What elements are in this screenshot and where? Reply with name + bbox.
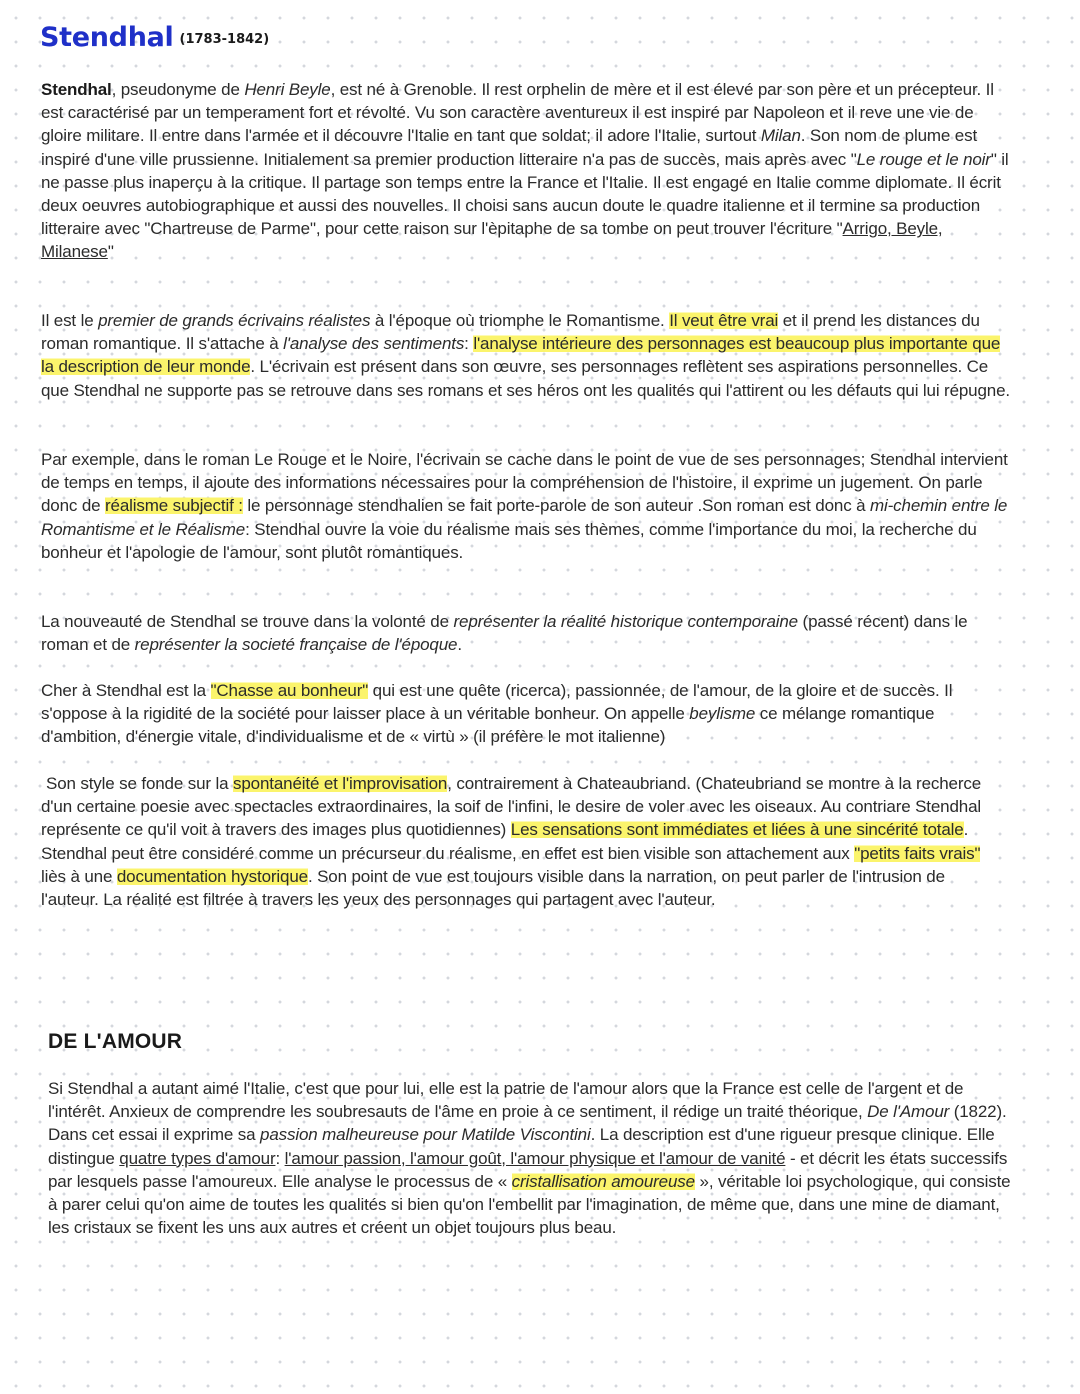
italic-text: l'analyse des sentiments	[283, 334, 465, 354]
text-run: Il est le	[41, 311, 99, 330]
title-dates: (1783-1842)	[179, 32, 270, 47]
italic-text: mi-chemin entre le Romantisme et le Réalisme	[41, 496, 1008, 539]
text-run: " il ne passe plus inaperçu à la critique. Il partage son temps entre la France et l'Italie. Il est engagé en Italie comme diplomate. Il écrit deux oeuvres autobiographique et aussi des nouvelles. Il choisi sans aucun doute le quadre italienne et il termine sa production litteraire avec "Chartreuse de Parme", pour cette raison sur l'èpitaphe de sa tombe on peut trouver l'écriture "	[41, 149, 1009, 239]
page-title: Stendhal	[40, 22, 174, 53]
highlighted-text: "Chasse au bonheur"	[210, 681, 369, 700]
text-run: (1822). Dans cet essai il exprime sa	[48, 1102, 1007, 1145]
text-run: le personnage stendhalien se fait porte-parole de son auteur .Son roman est donc à	[242, 496, 871, 516]
text-run: :	[464, 334, 474, 354]
paragraph-subjective-realism	[41, 448, 1017, 564]
text-run: , contrairement à Chateaubriand. (Chateubriand se montre à la recherce d'un certaine poesie avec spectacles extraordinaires, la soif de l'infini, le desire de voler avec les oiseaux. Au contriare Stendhal représente ce qu'il voit à travers des images plus quotidiennes)	[41, 774, 982, 840]
highlighted-text: spontanéité et l'improvisation	[233, 774, 448, 793]
text-run: liès à une	[41, 866, 117, 886]
text-run: , pseudonyme de	[111, 80, 245, 99]
text-run: . Stendhal peut être considéré comme un précurseur du réalisme, en effet est bien visible son attachement aux	[41, 820, 969, 863]
italic-text: Le rouge et le noir	[856, 149, 991, 169]
italic-text: passion malheureuse pour Matilde Viscontini	[260, 1125, 591, 1145]
text-run: Cher à Stendhal est la	[41, 681, 211, 700]
highlighted-text: réalisme subjectif :	[105, 496, 243, 516]
text-run: , est né à Grenoble. Il rest orphelin de mère et il est élevé par son père et un précepteur. Il est caractérisé par un temperament fort et révolté. Vu son caractère aventureux il est inspiré par Napoleon et il reve une vie de gloire militare. Il entre dans l'armée et il découvre l'Italie en tant que soldat; il adore l'Italie, surtout	[41, 80, 994, 146]
highlighted-text: Il veut être vrai	[669, 311, 779, 330]
text-run: Par exemple, dans le roman Le Rouge et le Noire, l'écrivain se cache dans le point de vue de ses personnages; Stendhal intervient de temps en temps, il ajoute des informations nécessaires pour la compréhension de l'histoire, il exprime un jugement. On parle donc de	[41, 450, 1008, 516]
text-run: ce mélange romantique d'ambition, d'énergie vitale, d'individualisme et de « virtù » (il préfère le mot italienne)	[41, 704, 935, 747]
highlighted-text: documentation hystorique	[116, 866, 308, 886]
text-run: et il prend les distances du roman romantique. Il s'attache à	[41, 311, 980, 354]
text-run: :	[275, 1148, 285, 1168]
text-run: . La description est d'une rigueur presque clinique. Elle distingue	[48, 1125, 995, 1168]
bold-text: Stendhal	[41, 80, 112, 99]
text-run: qui est une quête (ricerca), passionnée, de l'amour, de la gloire et de succès. Il s'oppose à la rigidité de la société pour laisser place à un véritable bonheur. On appelle	[41, 681, 953, 724]
paragraph-realism	[41, 309, 1016, 402]
highlighted-text: "petits faits vrais"	[854, 843, 981, 863]
text-run: La nouveauté de Stendhal se trouve dans la volonté de	[41, 612, 454, 631]
paragraph-de-lamour	[48, 1077, 1014, 1239]
text-run: à l'époque où triomphe le Romantisme.	[370, 311, 670, 330]
text-run: . Son nom de plume est inspiré d'une ville prussienne. Initialement sa premier production litteraire n'a pas de succès, mais après avec "	[41, 126, 978, 169]
italic-text: représenter la réalité historique contemporaine	[453, 612, 798, 631]
italic-text: De l'Amour	[867, 1102, 950, 1122]
underlined-text: l'amour passion, l'amour goût, l'amour physique et l'amour de vanité	[284, 1148, 786, 1168]
text-run: . Son point de vue est toujours visible dans la narration, on peut parler de l'intrusion de l'auteur. La réalité est filtrée à travers les yeux des personnages qui partagent avec l'auteur.	[41, 866, 945, 910]
text-run: Si Stendhal a autant aimé l'Italie, c'est que pour lui, elle est la patrie de l'amour alors que la France est celle de l'argent et de l'intérêt. Anxieux de comprendre les soubresauts de l'âme en proie à ce sentiment, il rédige un traité théorique,	[48, 1079, 964, 1122]
italic-text: beylisme	[689, 704, 756, 724]
paragraph-style	[41, 772, 1001, 911]
highlighted-text: cristallisation amoureuse	[511, 1171, 695, 1191]
text-run: Son style se fonde sur la	[46, 774, 233, 793]
italic-text: premier de grands écrivains réalistes	[98, 311, 371, 330]
highlighted-text: l'analyse intérieure des personnages est beaucoup plus importante que la description de leur monde	[41, 334, 1001, 377]
text-run: "	[107, 242, 114, 262]
underlined-text: quatre types d'amour	[119, 1148, 276, 1168]
italic-text: Henri Beyle	[244, 80, 331, 99]
text-run: : Stendhal ouvre la voie du réalisme mais ses thèmes, comme l'importance du moi, la recherche du bonheur et l'apologie de l'amour, sont plutôt romantiques.	[41, 519, 977, 562]
text-run: », véritable loi psychologique, qui consiste à parer celui qu'on aime de toutes les qualités si bien qu'on l'embellit par l'imagination, de même que, dans une mine de diamant, les cristaux se fixent les uns aux autres et créent un objet toujours plus beau.	[48, 1171, 1011, 1238]
paragraph-chasse-au-bonheur	[41, 679, 1001, 749]
section-heading-de-lamour: DE L'AMOUR	[48, 1030, 183, 1053]
text-run: (passé récent) dans le roman et de	[41, 612, 968, 655]
text-run: .	[457, 635, 462, 655]
italic-text: représenter la societé française de l'époque	[134, 635, 458, 655]
text-run: - et décrit les états successifs par lesquels passe l'amoureux. Elle analyse le processus de «	[48, 1148, 1008, 1191]
highlighted-text: Les sensations sont immédiates et liées à une sincérité totale	[510, 820, 964, 840]
text-run: . L'écrivain est présent dans son œuvre, ses personnages reflètent ses aspirations personnelles. Ce que Stendhal ne supporte pas se retrouve dans ses romans et ses héros ont les qualités qui l'attirent ou les défauts qui lui répugne.	[41, 357, 1010, 400]
title-row	[40, 22, 269, 53]
paragraph-biography	[41, 78, 1013, 264]
underlined-text: Arrigo, Beyle, Milanese	[41, 219, 943, 262]
paragraph-novelty	[41, 610, 1001, 656]
italic-text: Milan	[760, 126, 801, 146]
